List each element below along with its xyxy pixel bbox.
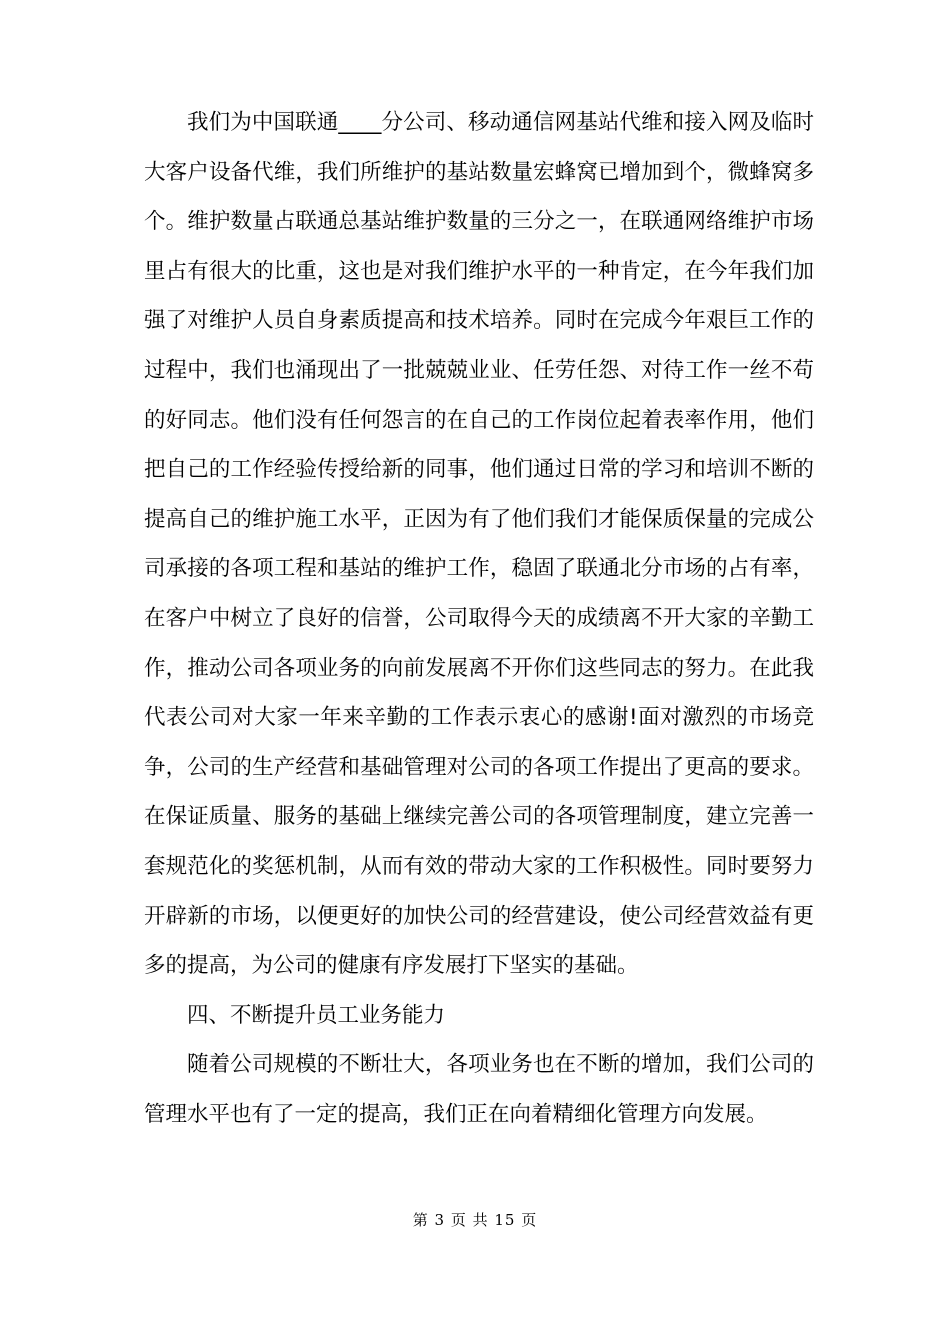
document-body [144, 98, 814, 1139]
page-number-footer: 第 3 页 共 15 页 [412, 1211, 538, 1229]
body-paragraph: 我们为中国联通____分公司、移动通信网基站代维和接入网及临时大客户设备代维，我们所维护的基站数量宏蜂窝已增加到个，微蜂窝多个。维护数量占联通总基站维护数量的三分之一，在联通网络维护市场里占有很大的比重，这也是对我们维护水平的一种肯定，在今年我们加强了对维护人员自身素质提高和技术培养。同时在完成今年艰巨工作的过程中，我们也涌现出了一批兢兢业业、任劳任怨、对待工作一丝不苟的好同志。他们没有任何怨言的在自己的工作岗位起着表率作用，他们把自己的工作经验传授给新的同事，他们通过日常的学习和培训不断的提高自己的维护施工水平，正因为有了他们我们才能保质保量的完成公司承接的各项工程和基站的维护工作，稳固了联通北分市场的占有率，在客户中树立了良好的信誉，公司取得今天的成绩离不开大家的辛勤工作，推动公司各项业务的向前发展离不开你们这些同志的努力。在此我代表公司对大家一年来辛勤的工作表示衷心的感谢!面对激烈的市场竞争，公司的生产经营和基础管理对公司的各项工作提出了更高的要求。在保证质量、服务的基础上继续完善公司的各项管理制度，建立完善一套规范化的奖惩机制，从而有效的带动大家的工作积极性。同时要努力开辟新的市场，以便更好的加快公司的经营建设，使公司经营效益有更多的提高，为公司的健康有序发展打下坚实的基础。 [144, 110, 814, 979]
body-paragraph-after-heading: 随着公司规模的不断壮大，各项业务也在不断的增加，我们公司的管理水平也有了一定的提高，我们正在向着精细化管理方向发展。 [144, 1052, 814, 1127]
section-heading: 四、不断提升员工业务能力 [187, 1002, 446, 1028]
